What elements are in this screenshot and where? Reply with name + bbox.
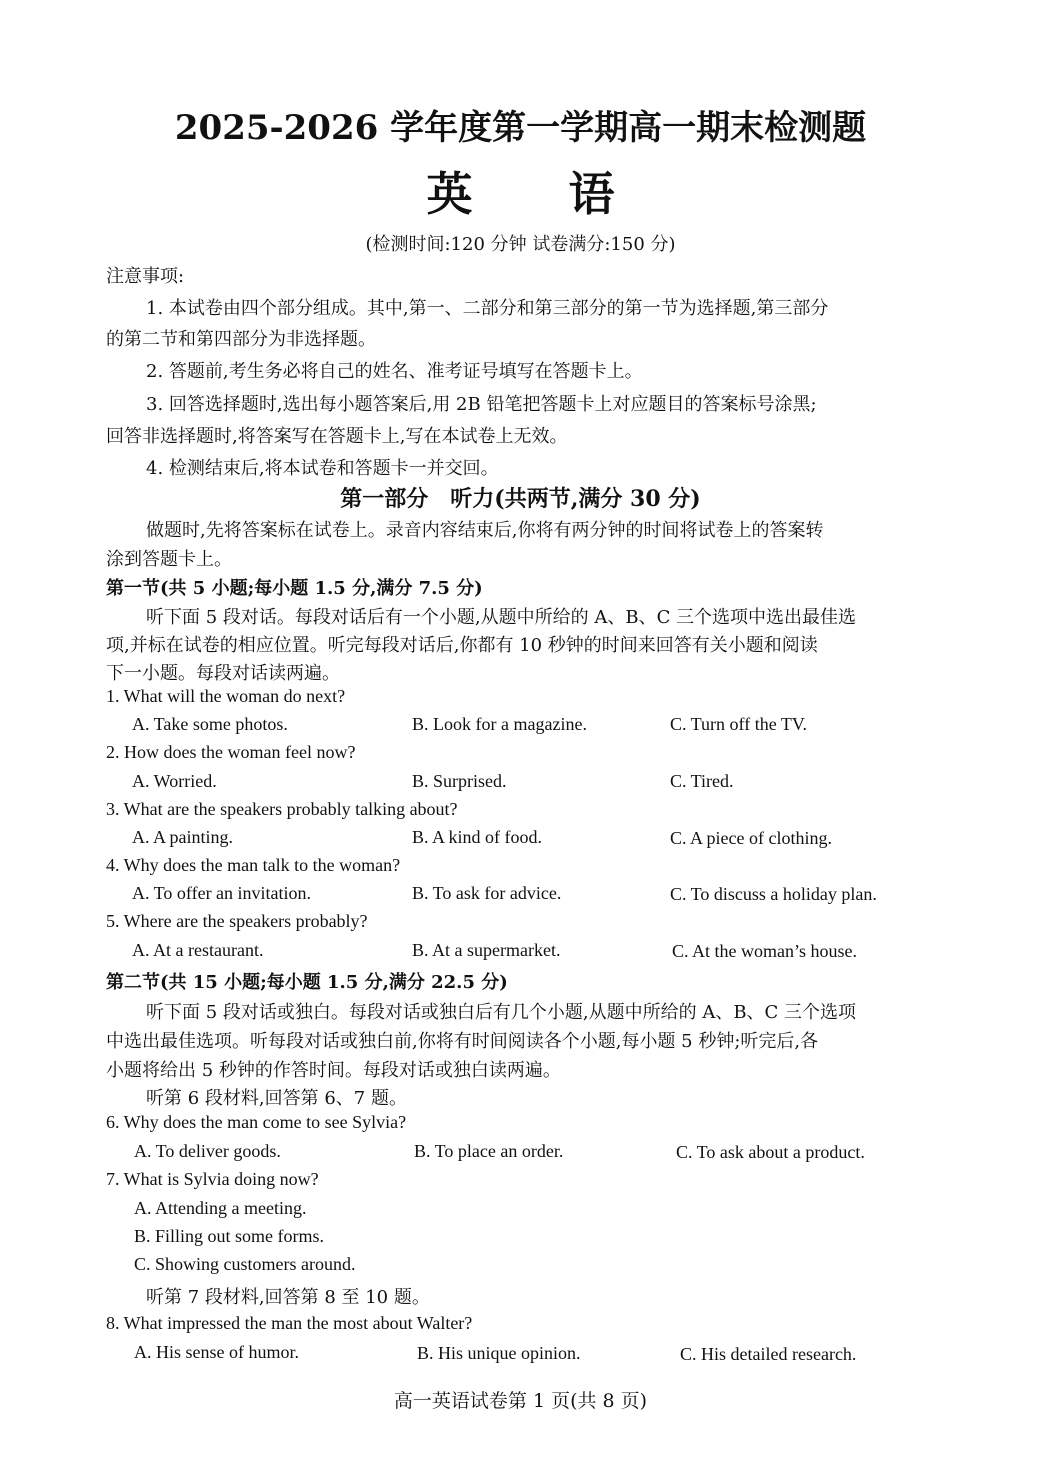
section2-heading: 第二节(共 15 小题;每小题 1.5 分,满分 22.5 分) [106, 972, 508, 993]
q8-option-b: B. His unique opinion. [417, 1343, 581, 1363]
section2-text-b: 中选出最佳选项。听每段对话或独白前,你将有时间阅读各个小题,每小题 5 秒钟;听完后,各 [106, 1031, 819, 1052]
listen-material-6: 听第 6 段材料,回答第 6、7 题。 [146, 1088, 407, 1109]
q8-option-a: A. His sense of humor. [134, 1342, 299, 1362]
q7-option-c: C. Showing customers around. [134, 1254, 356, 1274]
section1-text-c: 下一小题。每段对话读两遍。 [106, 663, 340, 684]
section1-heading: 第一节(共 5 小题;每小题 1.5 分,满分 7.5 分) [106, 578, 483, 599]
part1-heading: 第一部分 听力(共两节,满分 30 分) [340, 486, 701, 512]
question-3: 3. What are the speakers probably talking about? [106, 799, 458, 819]
exam-subject: 英 语 [426, 167, 655, 221]
part1-intro-a: 做题时,先将答案标在试卷上。录音内容结束后,你将有两分钟的时间将试卷上的答案转 [146, 520, 824, 541]
exam-title: 2025-2026 学年度第一学期高一期末检测题 [174, 108, 867, 148]
q8-option-c: C. His detailed research. [680, 1344, 857, 1364]
section1-text-a: 听下面 5 段对话。每段对话后有一个小题,从题中所给的 A、B、C 三个选项中选出最佳选 [146, 607, 857, 628]
q4-option-a: A. To offer an invitation. [132, 883, 312, 903]
page-footer: 高一英语试卷第 1 页(共 8 页) [393, 1390, 648, 1412]
q5-option-a: A. At a restaurant. [132, 940, 264, 960]
q4-option-b: B. To ask for advice. [412, 883, 562, 903]
q7-option-b: B. Filling out some forms. [134, 1226, 325, 1246]
note-2: 2. 答题前,考生务必将自己的姓名、准考证号填写在答题卡上。 [146, 361, 643, 382]
section2-text-c: 小题将给出 5 秒钟的作答时间。每段对话或独白读两遍。 [106, 1060, 561, 1081]
q5-option-b: B. At a supermarket. [412, 940, 561, 960]
q3-option-c: C. A piece of clothing. [670, 828, 832, 848]
listen-material-7: 听第 7 段材料,回答第 8 至 10 题。 [146, 1287, 430, 1308]
q5-option-c: C. At the woman’s house. [672, 941, 857, 961]
question-2: 2. How does the woman feel now? [106, 742, 356, 762]
question-5: 5. Where are the speakers probably? [106, 911, 368, 931]
notes-heading: 注意事项: [106, 266, 185, 287]
question-6: 6. Why does the man come to see Sylvia? [106, 1112, 407, 1132]
exam-time-info: (检测时间:120 分钟 试卷满分:150 分) [365, 234, 676, 255]
q4-option-c: C. To discuss a holiday plan. [670, 884, 877, 904]
q3-option-a: A. A painting. [132, 827, 234, 847]
q2-option-b: B. Surprised. [412, 771, 507, 791]
q6-option-a: A. To deliver goods. [134, 1141, 281, 1161]
section2-text-a: 听下面 5 段对话或独白。每段对话或独白后有几个小题,从题中所给的 A、B、C 三个选项 [146, 1002, 857, 1023]
note-4: 4. 检测结束后,将本试卷和答题卡一并交回。 [146, 458, 499, 479]
question-8: 8. What impressed the man the most about Walter? [106, 1313, 473, 1333]
q6-option-c: C. To ask about a product. [676, 1142, 865, 1162]
question-1: 1. What will the woman do next? [106, 686, 346, 706]
q2-option-c: C. Tired. [670, 771, 734, 791]
note-3b: 回答非选择题时,将答案写在答题卡上,写在本试卷上无效。 [106, 426, 568, 447]
part1-intro-b: 涂到答题卡上。 [106, 549, 232, 570]
note-1a: 1. 本试卷由四个部分组成。其中,第一、二部分和第三部分的第一节为选择题,第三部分 [146, 298, 829, 319]
q2-option-a: A. Worried. [132, 771, 217, 791]
question-4: 4. Why does the man talk to the woman? [106, 855, 401, 875]
q1-option-c: C. Turn off the TV. [670, 714, 808, 734]
q1-option-a: A. Take some photos. [132, 714, 288, 734]
question-7: 7. What is Sylvia doing now? [106, 1169, 319, 1189]
q1-option-b: B. Look for a magazine. [412, 714, 587, 734]
note-3a: 3. 回答选择题时,选出每小题答案后,用 2B 铅笔把答题卡上对应题目的答案标号涂黑; [146, 394, 817, 415]
note-1b: 的第二节和第四部分为非选择题。 [106, 329, 376, 350]
section1-text-b: 项,并标在试卷的相应位置。听完每段对话后,你都有 10 秒钟的时间来回答有关小题和阅读 [106, 635, 818, 656]
q6-option-b: B. To place an order. [414, 1141, 564, 1161]
q7-option-a: A. Attending a meeting. [134, 1198, 307, 1218]
q3-option-b: B. A kind of food. [412, 827, 543, 847]
